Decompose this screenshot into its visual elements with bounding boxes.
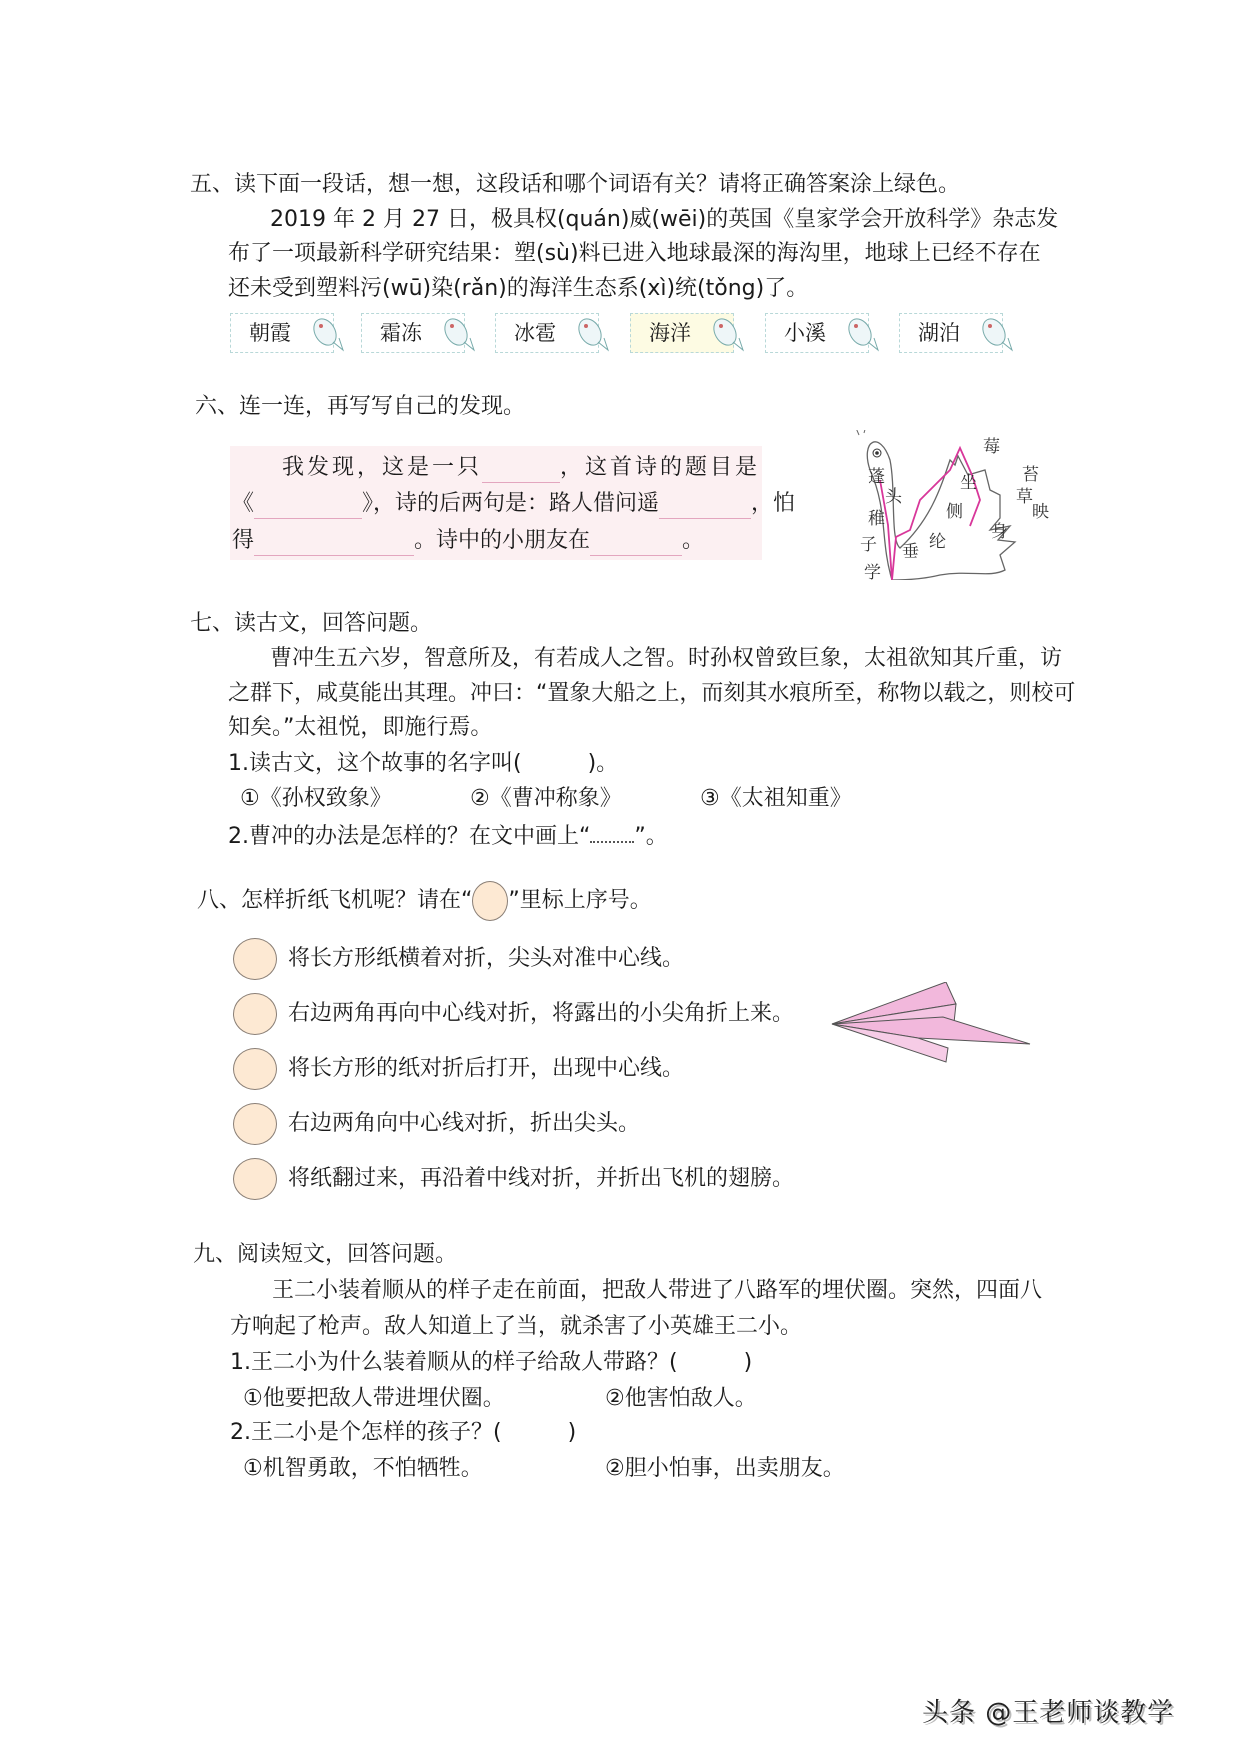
text: 得 bbox=[232, 528, 255, 553]
s9-q1-option-2[interactable]: ②他害怕敌人。 bbox=[605, 1386, 757, 1411]
discovery-line-2 bbox=[232, 489, 795, 519]
blank-line-4[interactable] bbox=[254, 533, 414, 556]
text: ，怕 bbox=[751, 491, 796, 516]
word-label: 湖泊 bbox=[918, 321, 960, 345]
step-order-circle[interactable] bbox=[233, 993, 277, 1035]
fish-icon bbox=[574, 316, 614, 352]
s7-option-2[interactable]: ②《曹冲称象》 bbox=[470, 786, 622, 811]
section-5-title: 五、读下面一段话，想一想，这段话和哪个词语有关？请将正确答案涂上绿色。 bbox=[190, 172, 961, 197]
text: 八、怎样折纸飞机呢？请在“ bbox=[197, 888, 473, 913]
word-label: 小溪 bbox=[784, 321, 826, 345]
step-text: 将纸翻过来，再沿着中线对折，并折出飞机的翅膀。 bbox=[288, 1166, 795, 1191]
text: ”里标上序号。 bbox=[508, 888, 652, 913]
word-choice-box[interactable] bbox=[899, 313, 1003, 353]
blank-title[interactable] bbox=[254, 496, 362, 519]
swan-poem-char: 坐 bbox=[960, 473, 977, 493]
blank-line-3[interactable] bbox=[659, 496, 751, 519]
word-choice-box[interactable] bbox=[765, 313, 869, 353]
s9-paragraph-line: 方响起了枪声。敌人知道上了当，就杀害了小英雄王二小。 bbox=[230, 1314, 803, 1339]
word-label: 霜冻 bbox=[380, 321, 422, 345]
word-label: 朝霞 bbox=[249, 321, 291, 345]
text: 》，诗的后两句是：路人借问遥 bbox=[362, 491, 660, 516]
text: ，这首诗的题目是 bbox=[560, 455, 761, 480]
swan-poem-char: 子 bbox=[860, 535, 877, 555]
step-order-circle[interactable] bbox=[233, 938, 277, 980]
swan-poem-char: 侧 bbox=[946, 502, 963, 522]
step-text: 将长方形纸横着对折，尖头对准中心线。 bbox=[288, 946, 685, 971]
text: 。诗中的小朋友在 bbox=[414, 528, 591, 553]
s9-question-2: 2.王二小是个怎样的孩子？( ) bbox=[230, 1420, 577, 1445]
section-8-title bbox=[197, 881, 652, 921]
fish-icon bbox=[709, 316, 749, 352]
step-order-circle[interactable] bbox=[233, 1048, 277, 1090]
step-order-circle[interactable] bbox=[233, 1103, 277, 1145]
step-text: 右边两角向中心线对折，折出尖头。 bbox=[288, 1111, 641, 1136]
text: 《 bbox=[232, 491, 255, 516]
discovery-line-3 bbox=[232, 526, 704, 556]
s5-paragraph-line: 2019 年 2 月 27 日，极具权(quán)威(wēi)的英国《皇家学会开放科学》杂志发 bbox=[270, 207, 1059, 232]
s7-paragraph-line: 之群下，咸莫能出其理。冲曰：“置象大船之上，而刻其水痕所至，称物以载之，则校可 bbox=[228, 681, 1076, 706]
swan-poem-char: 纶 bbox=[929, 532, 946, 552]
fish-icon bbox=[440, 316, 480, 352]
paper-airplane-illustration bbox=[828, 982, 1038, 1067]
swan-poem-char: 映 bbox=[1032, 502, 1049, 522]
step-order-circle[interactable] bbox=[233, 1158, 277, 1200]
step-text: 右边两角再向中心线对折，将露出的小尖角折上来。 bbox=[288, 1001, 795, 1026]
swan-poem-char: 垂 bbox=[902, 542, 919, 562]
wavy-underline-mark bbox=[590, 819, 634, 843]
s5-paragraph-line: 还未受到塑料污(wū)染(rǎn)的海洋生态系(xì)统(tǒng)了。 bbox=[228, 276, 809, 301]
s7-option-3[interactable]: ③《太祖知重》 bbox=[700, 786, 852, 811]
section-9-title: 九、阅读短文，回答问题。 bbox=[193, 1242, 458, 1267]
s5-paragraph-line: 布了一项最新科学研究结果：塑(sù)料已进入地球最深的海沟里，地球上已经不存在 bbox=[228, 241, 1041, 266]
text: 。 bbox=[682, 528, 705, 553]
swan-poem-char: 身 bbox=[991, 522, 1008, 542]
word-choice-box[interactable] bbox=[630, 313, 734, 353]
watermark: 头条 @王老师谈教学 bbox=[922, 1698, 1175, 1728]
s7-question-2 bbox=[228, 819, 668, 852]
fish-icon bbox=[844, 316, 884, 352]
text: ”。 bbox=[634, 824, 668, 849]
word-choice-box[interactable] bbox=[361, 313, 465, 353]
word-choice-box[interactable] bbox=[230, 313, 334, 353]
discovery-line-1 bbox=[282, 453, 760, 483]
s9-question-1: 1.王二小为什么装着顺从的样子给敌人带路？( ) bbox=[230, 1350, 753, 1375]
swan-poem-char: 头 bbox=[885, 487, 902, 507]
word-label: 冰雹 bbox=[514, 321, 556, 345]
swan-poem-char: 稚 bbox=[868, 509, 885, 529]
s9-q2-option-2[interactable]: ②胆小怕事，出卖朋友。 bbox=[605, 1456, 845, 1481]
swan-poem-char: 蓬 bbox=[868, 467, 885, 487]
s9-paragraph-line: 王二小装着顺从的样子走在前面，把敌人带进了八路军的埋伏圈。突然，四面八 bbox=[272, 1278, 1043, 1303]
blank-animal[interactable] bbox=[482, 460, 560, 483]
word-label: 海洋 bbox=[649, 321, 691, 345]
s7-option-1[interactable]: ①《孙权致象》 bbox=[240, 786, 392, 811]
s9-q2-option-1[interactable]: ①机智勇敢，不怕牺牲。 bbox=[243, 1456, 483, 1481]
fish-icon bbox=[978, 316, 1018, 352]
s9-q1-option-1[interactable]: ①他要把敌人带进埋伏圈。 bbox=[243, 1386, 505, 1411]
blank-activity[interactable] bbox=[590, 533, 682, 556]
section-7-title: 七、读古文，回答问题。 bbox=[190, 611, 433, 636]
swan-poem-char: 苔 bbox=[1022, 465, 1039, 485]
fish-icon bbox=[309, 316, 349, 352]
s7-question-1: 1.读古文，这个故事的名字叫( )。 bbox=[228, 751, 619, 776]
section-6-title: 六、连一连，再写写自己的发现。 bbox=[195, 394, 526, 419]
swan-poem-char: 莓 bbox=[983, 437, 1000, 457]
swan-poem-char: 草 bbox=[1016, 487, 1033, 507]
word-choice-box[interactable] bbox=[495, 313, 599, 353]
circle-icon bbox=[472, 881, 508, 921]
swan-poem-char: 学 bbox=[864, 563, 881, 583]
text: 2.曹冲的办法是怎样的？在文中画上“ bbox=[228, 824, 591, 849]
step-text: 将长方形的纸对折后打开，出现中心线。 bbox=[288, 1056, 685, 1081]
s7-paragraph-line: 知矣。”太祖悦，即施行焉。 bbox=[228, 715, 493, 740]
s7-paragraph-line: 曹冲生五六岁，智意所及，有若成人之智。时孙权曾致巨象，太祖欲知其斤重，访 bbox=[270, 646, 1063, 671]
text: 我发现，这是一只 bbox=[282, 455, 483, 480]
